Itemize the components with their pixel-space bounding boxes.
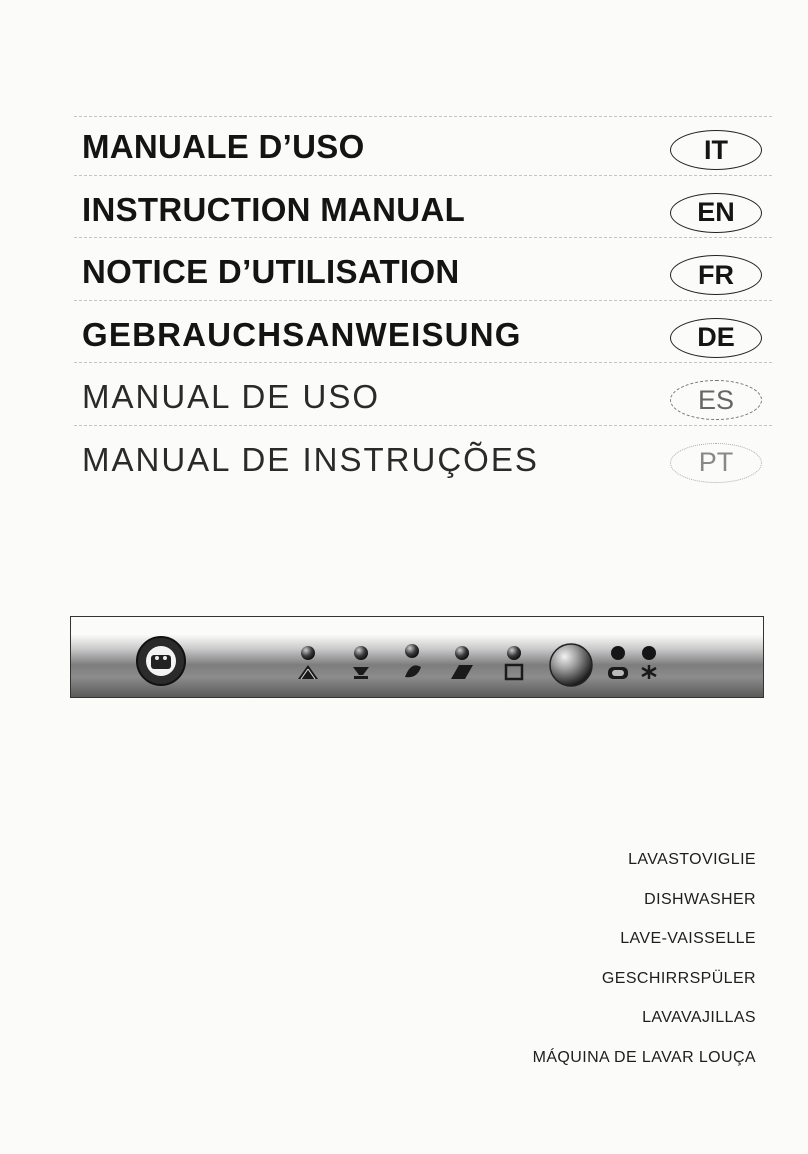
glass-wash-program-icon <box>353 646 369 679</box>
manual-title: MANUAL DE USO <box>82 378 380 415</box>
language-badge: DE <box>670 318 762 358</box>
dashed-divider <box>74 300 772 301</box>
manual-title: MANUAL DE INSTRUÇÕES <box>82 440 539 478</box>
dashed-divider <box>74 116 772 117</box>
eco-program-icon <box>405 644 421 677</box>
quick-program-icon <box>451 646 473 679</box>
dashed-divider <box>74 237 772 238</box>
language-badge: EN <box>670 193 762 233</box>
product-name-de: GESCHIRRSPÜLER <box>601 969 756 987</box>
rinse-aid-indicator-icon <box>642 646 656 679</box>
dashed-divider <box>74 425 772 426</box>
program-selector-knob-icon <box>550 644 592 686</box>
control-panel-drawing <box>71 617 764 698</box>
rinse-program-icon <box>506 646 522 679</box>
power-button-icon <box>137 637 185 685</box>
dashed-divider <box>74 362 772 363</box>
language-badge: IT <box>670 130 762 170</box>
product-name-fr: LAVE-VAISSELLE <box>620 930 756 947</box>
product-name-es: LAVAVAJILLAS <box>642 1009 756 1026</box>
dishwasher-control-panel-illustration <box>70 616 764 698</box>
language-badge: PT <box>670 443 762 483</box>
language-badge: FR <box>670 255 762 295</box>
title-row-pt <box>82 421 772 484</box>
title-row-fr <box>82 233 772 296</box>
dashed-divider <box>74 175 772 176</box>
language-badge: ES <box>670 380 762 420</box>
product-name-en: DISHWASHER <box>644 890 756 908</box>
title-row-de <box>82 296 772 359</box>
manual-title: MANUALE D’USO <box>82 128 365 165</box>
manual-title: NOTICE D’UTILISATION <box>82 253 460 290</box>
manual-title: INSTRUCTION MANUAL <box>82 190 466 228</box>
title-row-it <box>82 108 772 171</box>
title-row-es <box>82 358 772 421</box>
product-name-it: LAVASTOVIGLIE <box>628 851 756 868</box>
manual-title: GEBRAUCHSANWEISUNG <box>82 315 522 353</box>
pot-wash-program-icon <box>298 646 318 679</box>
product-name-list <box>533 848 756 1085</box>
product-name-pt: MÁQUINA DE LAVAR LOUÇA <box>532 1048 756 1066</box>
salt-indicator-icon <box>608 646 628 679</box>
manual-title-list <box>82 108 772 483</box>
title-row-en <box>82 171 772 234</box>
